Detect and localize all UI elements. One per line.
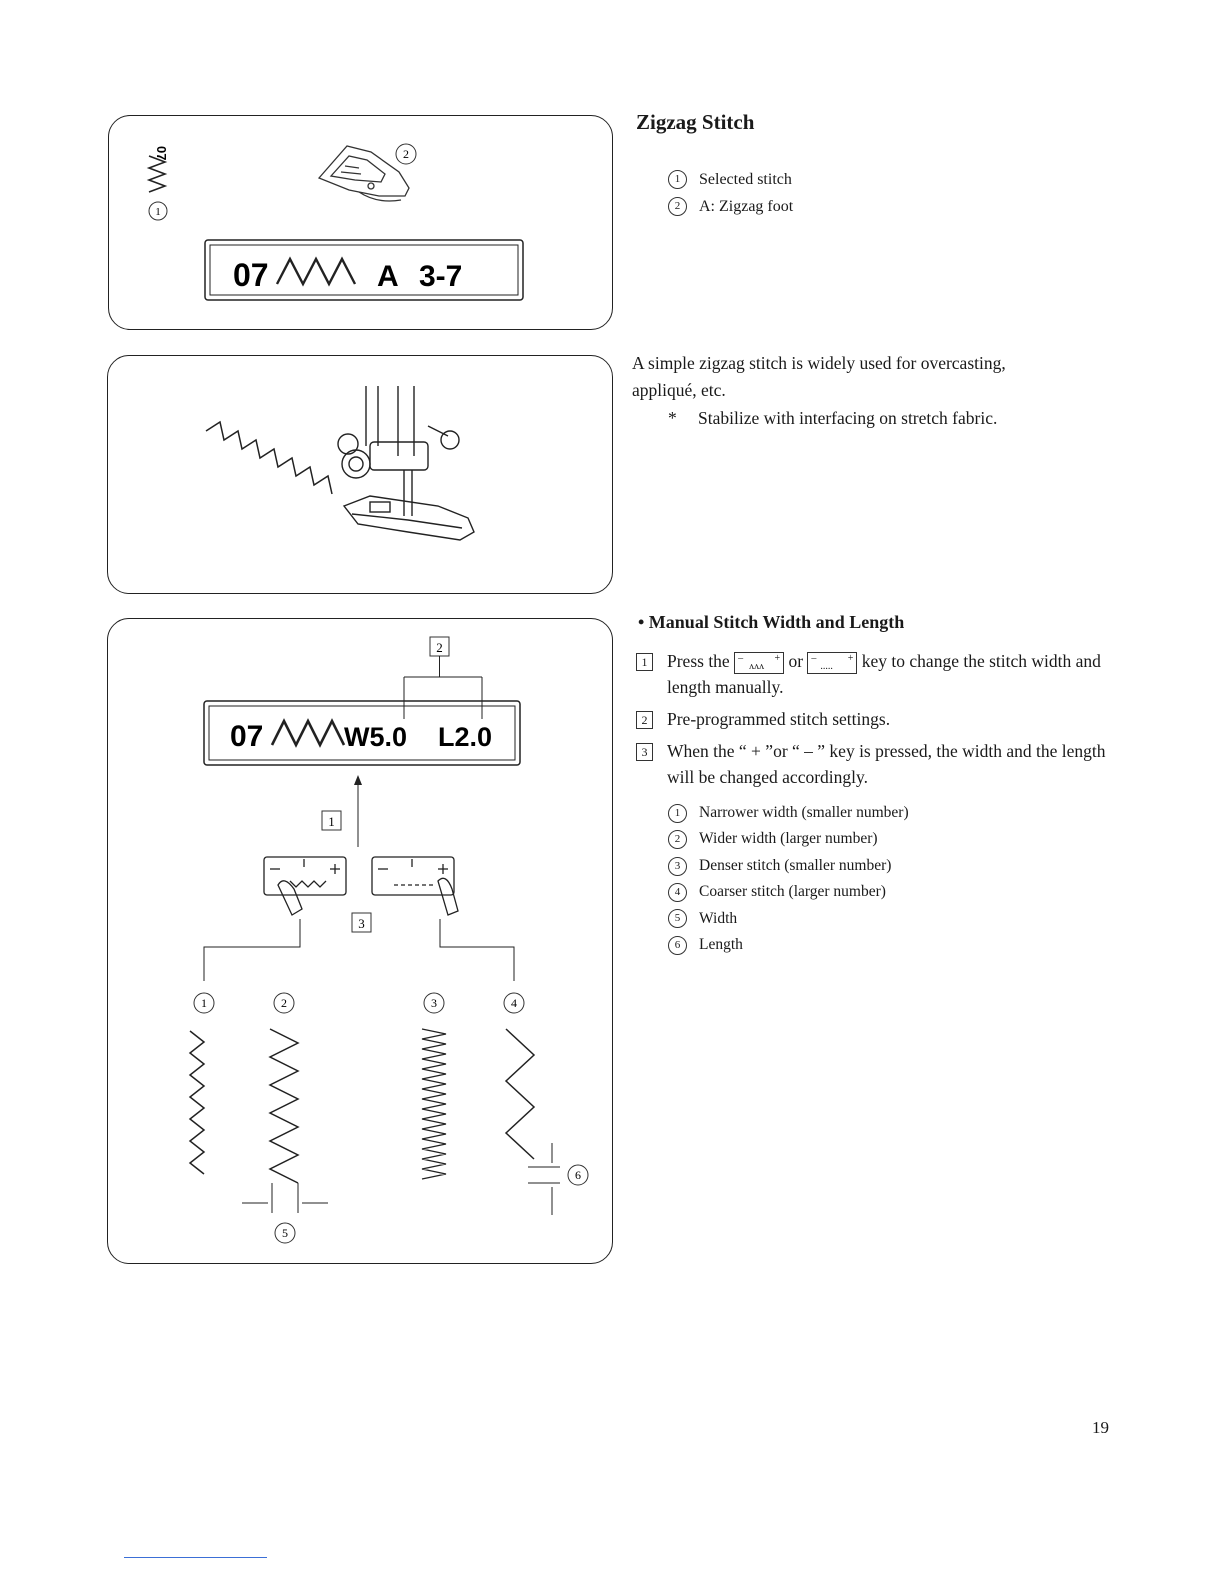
step-item: [636, 648, 1106, 700]
result-num: 6: [668, 936, 687, 955]
stitch-sample-narrow: [190, 1031, 204, 1174]
box-2-label: 2: [436, 640, 443, 655]
result-item: [668, 826, 909, 852]
note-text: Stabilize with interfacing on stretch fabric.: [698, 408, 998, 428]
sewing-illustration-art: [108, 356, 612, 593]
stitch-number-vertical: 07: [154, 146, 169, 161]
lcd2-zigzag-icon: [272, 721, 344, 745]
result-num: 5: [668, 909, 687, 928]
step-text: Pre-programmed stitch settings.: [667, 709, 891, 729]
lcd-zigzag-icon: [277, 259, 355, 284]
length-key-icon: [372, 857, 458, 915]
result-num: 2: [668, 830, 687, 849]
stitch-label-4: [504, 993, 524, 1013]
legend-num: 2: [668, 197, 687, 216]
result-num: 3: [668, 857, 687, 876]
zigzag-seam-line: [206, 422, 332, 494]
panel-stitch-display: [108, 115, 613, 330]
box-3-label: 3: [358, 916, 365, 931]
step1-suffix: key to change the stitch width and length manually.: [667, 651, 1101, 697]
result-item: [668, 853, 909, 879]
results-list: [668, 800, 909, 958]
lcd2-stitch-number: 07: [230, 720, 264, 753]
bottom-rule: [124, 1557, 267, 1558]
step-number: 3: [636, 743, 653, 761]
svg-text:4: 4: [511, 996, 517, 1010]
lcd2-length-value: L2.0: [438, 722, 493, 752]
arrow-up-icon: [354, 775, 362, 785]
length-connector-line: [440, 919, 514, 981]
step-number: 1: [636, 653, 653, 671]
stitch-label-2: [274, 993, 294, 1013]
intro-line-1: A simple zigzag stitch is widely used for overcasting,: [632, 353, 1006, 373]
manual-adjust-art: [108, 619, 612, 1263]
legend-label: Selected stitch: [699, 171, 792, 188]
steps-list: [636, 648, 1106, 796]
result-label: Wider width (larger number): [699, 830, 878, 848]
callout-1-label: 1: [155, 206, 161, 218]
section-heading: • Manual Stitch Width and Length: [638, 612, 905, 632]
step-item: [636, 738, 1106, 790]
width-connector-line: [204, 919, 300, 981]
stitch-sample-coarse: [506, 1029, 534, 1159]
step1-or: or: [788, 651, 804, 671]
legend-item: [668, 193, 793, 220]
width-key-inline-icon: – + ʌʌʌ: [734, 652, 784, 674]
page-title: Zigzag Stitch: [636, 110, 755, 134]
legend-item: [668, 166, 793, 193]
width-key-icon: [264, 857, 346, 915]
step-text: [667, 648, 1106, 700]
result-item: [668, 800, 909, 826]
result-label: Narrower width (smaller number): [699, 804, 909, 821]
result-label: Coarser stitch (larger number): [699, 883, 886, 901]
result-label: Width: [699, 909, 738, 927]
stitch-sample-wide: [270, 1029, 298, 1183]
result-item: [668, 906, 909, 932]
measure-6-label: 6: [575, 1168, 581, 1182]
svg-text:3: 3: [431, 996, 437, 1010]
presser-foot-drawing: [338, 386, 474, 540]
step1-prefix: Press the: [667, 651, 730, 671]
callout-2-label: 2: [403, 147, 409, 161]
step-item: [636, 706, 1106, 732]
box-1-label: 1: [328, 814, 335, 829]
length-measure-marker: [528, 1143, 560, 1215]
svg-text:1: 1: [201, 996, 207, 1010]
intro-paragraph: [632, 350, 1006, 404]
legend-label: A: Zigzag foot: [699, 198, 794, 215]
panel-stitch-display-art: [109, 116, 612, 329]
result-label: Length: [699, 936, 743, 954]
lcd-width-range: 3-7: [419, 260, 463, 293]
lcd-stitch-number: 07: [233, 257, 269, 293]
lcd2-width-value: W5.0: [344, 722, 408, 752]
stretch-note: [668, 408, 997, 429]
legend-list: [668, 166, 793, 220]
zigzag-symbol-icon: [149, 156, 165, 192]
zigzag-foot-icon: [319, 146, 409, 201]
stitch-label-3: [424, 993, 444, 1013]
result-item: [668, 879, 909, 905]
result-item: [668, 932, 909, 958]
step-text: When the “ + ”or “ – ” key is pressed, the width and the length will be changed accordingly.: [667, 741, 1106, 787]
intro-line-2: appliqué, etc.: [632, 380, 726, 400]
legend-num: 1: [668, 170, 687, 189]
length-key-inline-icon: – + .....: [807, 652, 857, 674]
result-num: 4: [668, 883, 687, 902]
stitch-sample-dense: [422, 1029, 446, 1179]
lcd-foot-letter: A: [377, 260, 399, 293]
note-asterisk: *: [668, 408, 677, 428]
width-measure-marker: [242, 1183, 328, 1213]
result-label: Denser stitch (smaller number): [699, 856, 892, 874]
panel-sewing-illustration: [107, 355, 613, 594]
result-num: 1: [668, 804, 687, 823]
page-number: 19: [1092, 1418, 1109, 1437]
step-number: 2: [636, 711, 653, 729]
panel-manual-adjust: [107, 618, 613, 1264]
measure-5-label: 5: [282, 1226, 288, 1240]
stitch-label-1: [194, 993, 214, 1013]
svg-text:2: 2: [281, 996, 287, 1010]
